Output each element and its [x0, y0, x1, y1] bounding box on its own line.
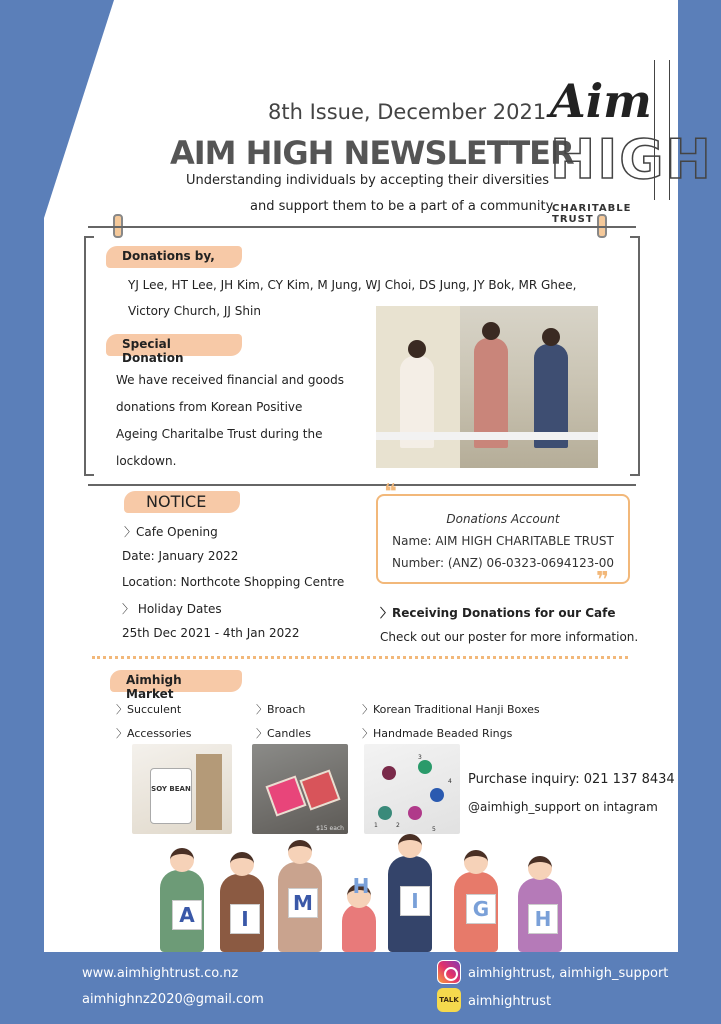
cafe-opening-label: 〉Cafe Opening: [124, 525, 218, 539]
holiday-dates: 25th Dec 2021 - 4th Jan 2022: [122, 626, 300, 640]
cafe-donation-heading: 〉Receiving Donations for our Cafe: [380, 606, 616, 620]
tagline-line-1: Understanding individuals by accepting their diversities: [186, 173, 550, 188]
family-illustration: [150, 842, 586, 952]
tagline-line-2: and support them to be a part of a community: [250, 199, 554, 214]
donors-line-2: Victory Church, JJ Shin: [128, 304, 261, 318]
donations-heading: Donations by,: [106, 246, 242, 268]
cafe-donation-text: Check out our poster for more information.: [380, 630, 639, 644]
banner-letter: M: [288, 888, 318, 918]
logo-aim-text: Aim: [550, 74, 652, 128]
logo-subtitle: CHARITABLE TRUST: [552, 203, 632, 225]
kakao-account[interactable]: aimhightrust: [468, 994, 552, 1009]
banner-letter: I: [230, 904, 260, 934]
cafe-date: Date: January 2022: [122, 549, 239, 563]
banner-letter: I: [400, 886, 430, 916]
email-link[interactable]: aimhighnz2020@gmail.com: [82, 992, 264, 1007]
instagram-icon: [437, 960, 461, 984]
market-heading: Aimhigh Market: [110, 670, 242, 692]
banner-letter: H: [352, 874, 370, 898]
special-text-2: donations from Korean Positive: [116, 400, 303, 414]
market-item: 〉Broach: [256, 703, 306, 716]
close-quote-icon: ❞: [596, 568, 609, 593]
special-donation-heading: Special Donation: [106, 334, 242, 356]
banner-letter: A: [172, 900, 202, 930]
newsletter-title: AIM HIGH NEWSLETTER: [170, 134, 574, 172]
special-text-3: Ageing Charitalbe Trust during the: [116, 427, 323, 441]
instagram-handle: @aimhigh_support on intagram: [468, 800, 658, 814]
kakaotalk-icon: TALK: [437, 988, 461, 1012]
issue-label: 8th Issue, December 2021: [268, 100, 547, 124]
cafe-location: Location: Northcote Shopping Centre: [122, 575, 345, 589]
beaded-rings-photo: 1 2 3 4 5: [364, 744, 460, 834]
market-item: 〉Succulent: [116, 703, 182, 716]
hanji-box-photo: $15 each: [252, 744, 348, 834]
market-item: 〉Candles: [256, 727, 311, 740]
dotted-divider: [92, 656, 628, 659]
special-text-4: lockdown.: [116, 454, 177, 468]
market-item: 〉Accessories: [116, 727, 192, 740]
notice-heading: NOTICE: [124, 491, 240, 513]
banner-letter: G: [466, 894, 496, 924]
donors-line-1: YJ Lee, HT Lee, JH Kim, CY Kim, M Jung, WJ Choi, DS Jung, JY Bok, MR Ghee,: [128, 278, 577, 292]
donation-photo: [376, 306, 598, 468]
open-quote-icon: ❝: [384, 480, 397, 505]
candle-photo: SOY BEAN: [132, 744, 232, 834]
website-link[interactable]: www.aimhightrust.co.nz: [82, 966, 239, 981]
instagram-accounts[interactable]: aimhightrust, aimhigh_support: [468, 966, 669, 981]
corner-decoration: [44, 0, 114, 218]
donations-account-box: [376, 494, 630, 584]
logo-high-text: HIGH: [550, 128, 713, 191]
aim-high-logo: [546, 60, 713, 225]
account-name: Name: AIM HIGH CHARITABLE TRUST: [392, 534, 614, 548]
market-item: 〉Handmade Beaded Rings: [362, 727, 513, 740]
banner-letter: H: [528, 904, 558, 934]
holiday-label: 〉 Holiday Dates: [122, 602, 222, 616]
account-number: Number: (ANZ) 06-0323-0694123-00: [392, 556, 614, 570]
account-heading: Donations Account: [446, 512, 560, 526]
special-text-1: We have received financial and goods: [116, 373, 345, 387]
purchase-inquiry: Purchase inquiry: 021 137 8434: [468, 772, 675, 787]
market-item: 〉Korean Traditional Hanji Boxes: [362, 703, 540, 716]
